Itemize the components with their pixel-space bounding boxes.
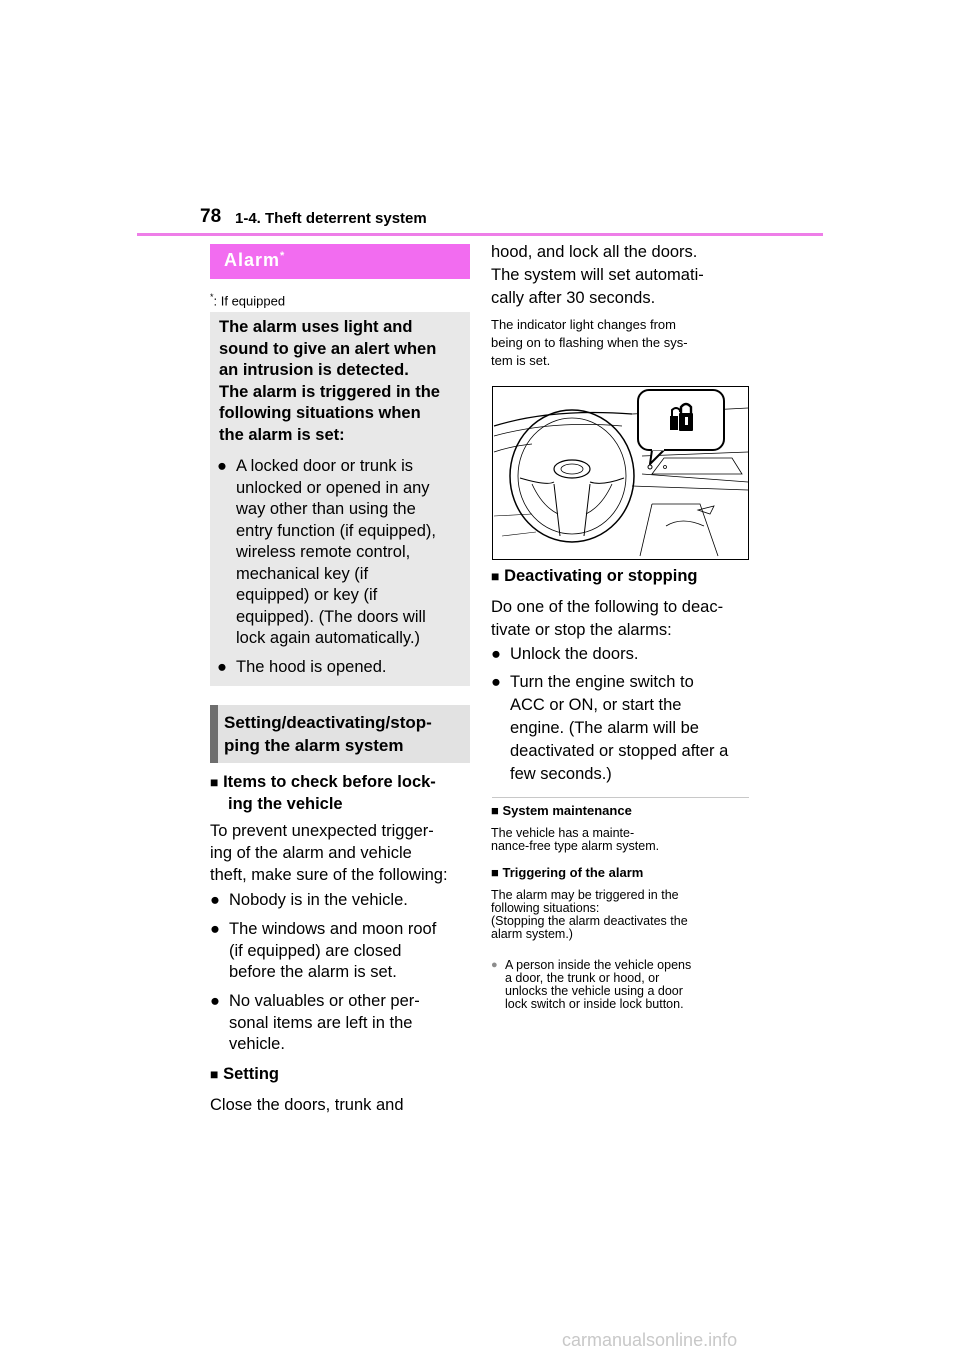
heading-text: Deactivating or stopping — [504, 567, 698, 585]
bullet-line: vehicle. — [229, 1035, 285, 1053]
bullet-text — [505, 959, 691, 1011]
text-line: To prevent unexpected trigger- — [210, 822, 434, 840]
section-title: 1-4. Theft deterrent system — [235, 210, 427, 227]
items-check-heading — [210, 771, 472, 817]
alarm-title — [224, 250, 285, 271]
bullet-icon: ● — [210, 891, 220, 909]
bullet-line: unlocked or opened in any — [236, 478, 430, 497]
bullet-line: The windows and moon roof — [229, 920, 437, 938]
alarm-intro — [219, 317, 465, 446]
text-line: The indicator light changes from — [491, 317, 676, 332]
bullet-line: engine. (The alarm will be — [510, 719, 699, 737]
bullet-icon: ● — [491, 645, 501, 663]
text-line: The vehicle has a mainte- — [491, 826, 635, 840]
check-bullet-3 — [210, 991, 470, 1059]
bullet-icon: ● — [491, 673, 501, 691]
subsection-accent — [210, 705, 218, 763]
bullet-line: (if equipped) are closed — [229, 941, 402, 960]
text-line: being on to flashing when the sys- — [491, 335, 688, 350]
setting-text-right — [491, 241, 753, 310]
bullet-line: deactivated or stopped after a — [510, 742, 729, 760]
items-check-text — [210, 820, 472, 886]
text-line: tem is set. — [491, 353, 551, 368]
footnote — [210, 292, 285, 308]
text-line: The system will set automati- — [491, 266, 704, 284]
subsection-title — [224, 711, 468, 757]
deactivate-bullet-1 — [491, 643, 753, 667]
bullet-line: Turn the engine switch to — [510, 673, 694, 691]
bullet-line: A person inside the vehicle opens — [505, 958, 692, 972]
text-line: ing of the alarm and vehicle — [210, 844, 412, 862]
deactivating-text — [491, 596, 753, 642]
bullet-text — [229, 919, 436, 984]
bullet-icon: ● — [491, 959, 498, 971]
text-line: nance-free type alarm system. — [491, 839, 660, 853]
bullet-icon: ● — [210, 920, 220, 938]
text-line: theft, make sure of the following: — [210, 866, 448, 884]
intro-line: an intrusion is detected. — [219, 361, 409, 379]
footnote-mark: * — [210, 292, 214, 302]
square-bullet-icon: ■ — [491, 865, 499, 880]
text-line: tivate or stop the alarms: — [491, 621, 672, 639]
intro-line: the alarm is set: — [219, 425, 345, 444]
bullet-line: mechanical key (if — [236, 564, 369, 583]
bullet-text — [229, 991, 420, 1056]
heading-text: System maintenance — [502, 803, 632, 818]
triggering-bullet — [491, 959, 753, 1015]
setting-text-left: Close the doors, trunk and — [210, 1096, 404, 1114]
bullet-line: unlocks the vehicle using a door — [505, 984, 683, 998]
bullet-icon: ● — [217, 457, 227, 475]
heading-text: Setting — [223, 1065, 279, 1083]
watermark: carmanualsonline.info — [562, 1330, 738, 1350]
bullet-line: equipped). (The doors will — [236, 607, 426, 626]
bullet-text: The hood is opened. — [236, 658, 387, 676]
bullet-line: wireless remote control, — [236, 543, 411, 561]
bullet-text: Unlock the doors. — [510, 645, 639, 663]
indicator-note — [491, 316, 753, 370]
bullet-line: before the alarm is set. — [229, 963, 397, 981]
bullet-line: A locked door or trunk is — [236, 457, 414, 475]
text-line: Do one of the following to deac- — [491, 598, 724, 616]
text-line: cally after 30 seconds. — [491, 289, 656, 307]
intro-line: following situations when — [219, 404, 421, 422]
setting-heading — [210, 1063, 279, 1085]
bullet-line: way other than using the — [236, 500, 416, 518]
bullet-line: ACC or ON, or start the — [510, 696, 682, 714]
text-line: alarm system.) — [491, 927, 573, 941]
bullet-line: No valuables or other per- — [229, 992, 420, 1010]
maintenance-heading — [491, 803, 632, 818]
bullet-icon: ● — [217, 658, 227, 676]
text-line: The alarm may be triggered in the — [491, 888, 679, 902]
intro-line: The alarm uses light and — [219, 318, 413, 336]
header-divider — [137, 233, 823, 236]
bullet-line: lock switch or inside lock button. — [505, 997, 684, 1011]
check-bullet-2 — [210, 919, 470, 987]
heading-text: Triggering of the alarm — [502, 865, 644, 880]
bullet-line: a door, the trunk or hood, or — [505, 971, 660, 985]
subsection-title-line: Setting/deactivating/stop- — [224, 713, 432, 732]
square-bullet-icon: ■ — [491, 568, 500, 584]
bullet-line: entry function (if equipped), — [236, 521, 436, 540]
alarm-bullet-1 — [217, 456, 467, 656]
text-line: following situations: — [491, 901, 600, 915]
square-bullet-icon: ■ — [210, 1066, 219, 1082]
bullet-line: sonal items are left in the — [229, 1013, 413, 1032]
bullet-icon: ● — [210, 992, 220, 1010]
bullet-text — [236, 456, 436, 650]
intro-line: sound to give an alert when — [219, 339, 437, 358]
bullet-text — [510, 671, 728, 786]
check-bullet-1 — [210, 890, 470, 914]
notes-divider — [492, 797, 749, 798]
text-line: hood, and lock all the doors. — [491, 243, 698, 261]
dashboard-illustration — [492, 386, 749, 560]
maintenance-text — [491, 827, 753, 853]
subsection-title-line: ping the alarm system — [224, 736, 404, 755]
intro-line: The alarm is triggered in the — [219, 382, 440, 401]
heading-line: ing the vehicle — [228, 795, 343, 813]
triggering-text — [491, 889, 753, 941]
footnote-text: : If equipped — [213, 293, 286, 309]
deactivating-heading — [491, 565, 698, 587]
page-number: 78 — [200, 206, 222, 227]
deactivate-bullet-2 — [491, 671, 753, 789]
alarm-title-text: Alarm — [224, 250, 281, 270]
bullet-text: Nobody is in the vehicle. — [229, 891, 408, 909]
bullet-line: equipped) or key (if — [236, 586, 378, 604]
bullet-line: lock again automatically.) — [236, 629, 421, 647]
square-bullet-icon: ■ — [210, 774, 219, 790]
bullet-line: few seconds.) — [510, 765, 612, 783]
triggering-heading — [491, 865, 643, 880]
text-line: (Stopping the alarm deactivates the — [491, 914, 688, 928]
square-bullet-icon: ■ — [491, 803, 499, 818]
alarm-bullet-2 — [217, 657, 467, 681]
heading-line: Items to check before lock- — [223, 773, 436, 791]
alarm-title-asterisk: * — [280, 250, 286, 262]
